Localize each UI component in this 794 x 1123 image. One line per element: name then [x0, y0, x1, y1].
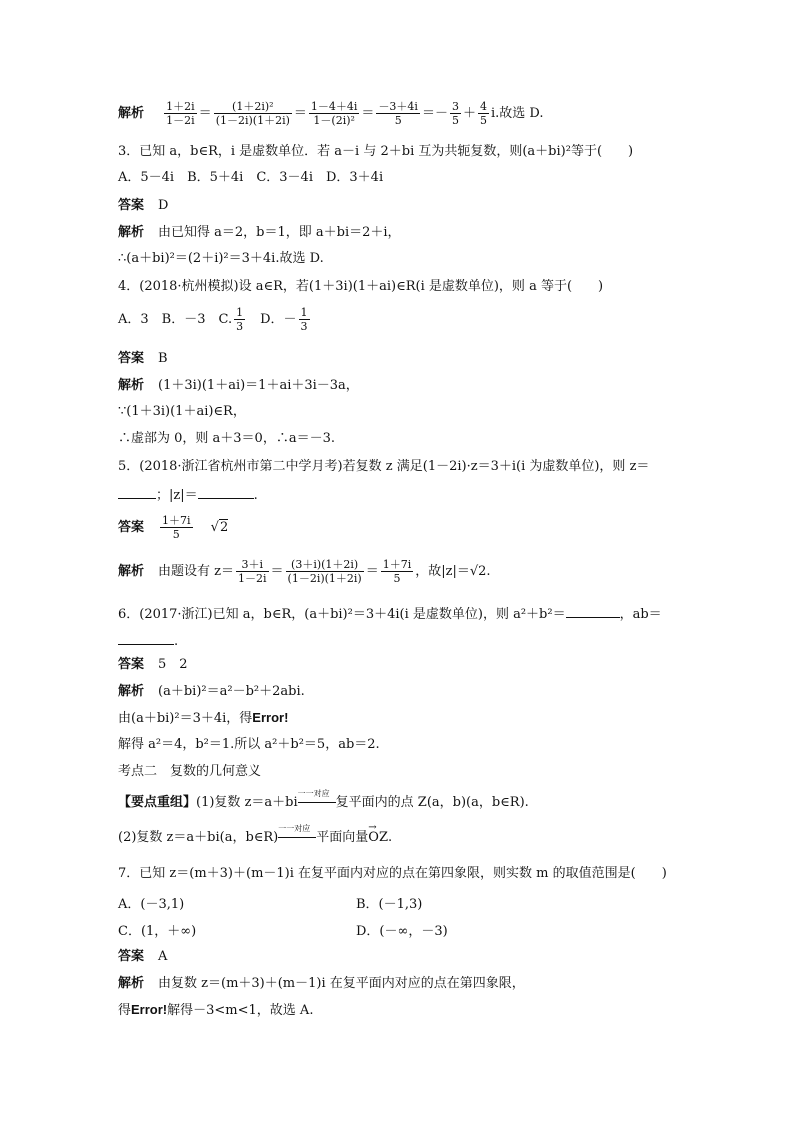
option-d: D．(－∞，－3): [356, 924, 448, 939]
solution-6-line-3: 解得 a²＝4，b²＝1.所以 a²＋b²＝5，ab＝2.: [118, 737, 380, 752]
fraction: $\frac{1}{3}$: [300, 306, 308, 333]
error-text: Error!: [131, 1002, 168, 1017]
question-3-options: A．5－4i B．5＋4i C．3－4i D．3＋4i: [118, 170, 384, 185]
solution-7-line-1: 解析 由复数 z＝(m＋3)＋(m－1)i 在复平面内对应的点在第四象限，: [118, 975, 525, 991]
answer-label: 答案: [118, 948, 145, 963]
solution-3-line-1: 解析 由已知得 a＝2，b＝1，即 a＋bi＝2＋i，: [118, 224, 401, 240]
solution-label: 解析: [118, 975, 145, 990]
fraction: $\frac{4}{5}$: [479, 100, 487, 127]
solution-4-line-1: 解析 (1＋3i)(1＋ai)＝1＋ai＋3i－3a，: [118, 377, 359, 393]
answer-label: 答案: [118, 350, 145, 365]
answer-label: 答案: [118, 656, 145, 671]
fraction: $\frac{-3+4i}{5}$: [378, 100, 418, 127]
question-4: 4．(2018·杭州模拟)设 a∈R，若(1＋3i)(1＋ai)∈R(i 是虚数单位)，则 a 等于( ): [118, 279, 604, 294]
answer-6: 答案 5 2: [118, 656, 188, 672]
key-point-2: (2)复数 z＝a＋bi(a，b∈R) 一一对应 平面向量 → OZ.: [118, 822, 393, 845]
question-7: 7．已知 z＝(m＋3)＋(m－1)i 在复平面内对应的点在第四象限，则实数 m 的取值范围是( ): [118, 866, 667, 881]
solution-label: 解析: [118, 563, 145, 578]
correspondence-arrow: 一一对应: [278, 830, 316, 846]
solution-5: 解析 由题设有 z＝ $\frac{3+i}{1-2i}$ ＝ $\frac{(3+i)(1+2i)}{(1-2i)(1+2i)}$ ＝ $\frac{1+7i}{5}$ ，故|z|＝√2.: [118, 558, 491, 585]
answer-7: 答案 A: [118, 948, 168, 964]
fraction: $\frac{3+i}{1-2i}$: [238, 558, 267, 585]
answer-blank: [118, 486, 156, 499]
question-6-line-2: .: [118, 632, 178, 650]
key-point-tag: 【要点重组】: [118, 795, 197, 810]
question-5-line-2: ；|z|＝ .: [118, 486, 258, 504]
solution-6-line-2: 由(a＋bi)²＝3＋4i，得Error!: [118, 710, 289, 726]
fraction: $\frac{1}{3}$: [236, 306, 244, 333]
fraction: $\frac{\text{(1＋2i)²}}{(1-2i)(1+2i)}$: [215, 100, 290, 127]
fraction: $\frac{(3+i)(1+2i)}{(1-2i)(1+2i)}$: [287, 558, 362, 585]
fraction: $\frac{1-4+4i}{\text{1－(2i)²}}$: [310, 100, 358, 127]
section-heading: 考点二 复数的几何意义: [118, 764, 262, 779]
solution-4-line-3: ∴虚部为 0，则 a＋3＝0，∴a＝－3.: [118, 431, 335, 446]
solution-6-line-1: 解析 (a＋bi)²＝a²－b²＋2abi.: [118, 683, 305, 699]
answer-blank: [198, 486, 254, 499]
answer-label: 答案: [118, 197, 145, 212]
solution-4-line-2: ∵(1＋3i)(1＋ai)∈R，: [118, 404, 246, 419]
answer-4: 答案 B: [118, 350, 168, 366]
fraction: $\frac{1+2i}{1-2i}$: [166, 100, 195, 127]
solution-label: 解析: [118, 224, 145, 239]
solution-3-line-2: ∴(a＋bi)²＝(2＋i)²＝3＋4i.故选 D.: [118, 251, 324, 266]
answer-3: 答案 D: [118, 197, 169, 213]
solution-line-2: 解析 $\frac{1+2i}{1-2i}$ ＝ $\frac{\text{(1＋2i)²}}{(1-2i)(1+2i)}$ ＝ $\frac{1-4+4i}{\text{1－(2i)²}}$ ＝ $\frac{-3+4i}{5}$ ＝－ $\frac{3}{5}$ ＋ $\frac{4}{5}$ i.故选 D.: [118, 100, 544, 127]
answer-label: 答案: [118, 519, 145, 534]
fraction: $\frac{3}{5}$: [451, 100, 459, 127]
answer-blank: [566, 605, 620, 618]
option-b: B．(－1,3): [356, 897, 423, 912]
solution-label: 解析: [118, 377, 145, 392]
question-5-line-1: 5．(2018·浙江省杭州市第二中学月考)若复数 z 满足(1－2i)·z＝3＋i(i 为虚数单位)，则 z＝: [118, 459, 650, 474]
error-text: Error!: [252, 710, 289, 725]
question-3: 3．已知 a，b∈R，i 是虚数单位．若 a－i 与 2＋bi 互为共轭复数，则(a＋bi)²等于( ): [118, 144, 634, 159]
option-c: C．(1，＋∞): [118, 924, 197, 939]
vector-oz: → OZ: [368, 822, 388, 845]
answer-5: 答案 $\frac{1+7i}{5}$ √2: [118, 514, 229, 541]
fraction: $\frac{1+7i}{5}$: [162, 514, 191, 541]
correspondence-arrow: 一一对应: [298, 795, 336, 811]
solution-label: 解析: [118, 105, 145, 120]
question-4-options: A．3 B．－3 C. $\frac{1}{3}$ D．－ $\frac{1}{3}$: [118, 306, 308, 333]
solution-label: 解析: [118, 683, 145, 698]
option-a: A．(－3,1): [118, 897, 185, 912]
fraction: $\frac{1+7i}{5}$: [382, 558, 412, 585]
answer-blank: [118, 632, 174, 645]
solution-7-line-2: 得Error!解得－3<m<1，故选 A.: [118, 1002, 314, 1018]
question-6-line-1: 6．(2017·浙江)已知 a，b∈R，(a＋bi)²＝3＋4i(i 是虚数单位)，则 a²＋b²＝ ，ab＝: [118, 607, 662, 622]
key-point-1: 【要点重组】(1)复数 z＝a＋bi 一一对应 复平面内的点 Z(a，b)(a，b∈R).: [118, 789, 529, 810]
